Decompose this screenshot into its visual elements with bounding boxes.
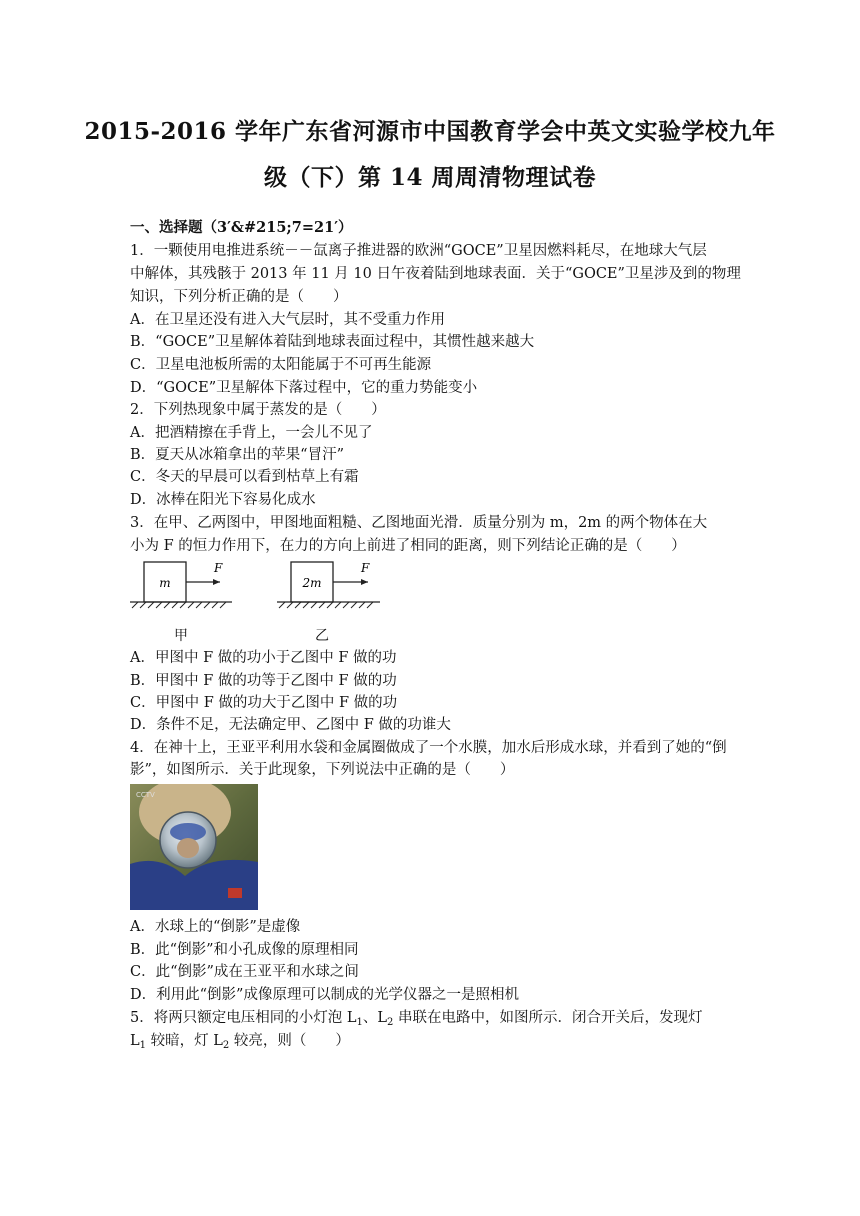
q4-stem-1: 4．在神十上，王亚平利用水袋和金属圈做成了一个水膜，加水后形成水球，并看到了她的“倒: [130, 740, 727, 756]
paper-title-line1: 2015-2016 学年广东省河源市中国教育学会中英文实验学校九年: [84, 118, 776, 145]
q1-option-d: D．“GOCE”卫星解体下落过程中，它的重力势能变小: [130, 380, 478, 396]
svg-text:CCTV: CCTV: [136, 791, 155, 799]
q1-stem-1: 1．一颗使用电推进系统－－氙离子推进器的欧洲“GOCE”卫星因燃料耗尽，在地球大气层: [130, 243, 707, 259]
q5-stem-2: $L_1$ 较暗，灯 $L_2$ 较亮，则（ ）: [130, 1033, 350, 1051]
q1-option-c: C．卫星电池板所需的太阳能属于不可再生能源: [130, 357, 432, 373]
q4-option-a: A．水球上的“倒影”是虚像: [130, 919, 301, 935]
q2-stem: 2．下列热现象中属于蒸发的是（ ）: [130, 402, 386, 418]
q3-force-diagram: [128, 560, 388, 620]
q3-option-d: D．条件不足，无法确定甲、乙图中 F 做的功谁大: [130, 717, 451, 733]
q4-option-b: B．此“倒影”和小孔成像的原理相同: [130, 942, 359, 958]
q3-option-a: A．甲图中 F 做的功小于乙图中 F 做的功: [130, 650, 397, 666]
flag-patch: [228, 888, 242, 898]
section-heading: 一、选择题（3′&#215;7=21′）: [130, 219, 353, 236]
force-label-jia: F: [214, 561, 223, 575]
force-label-yi: F: [361, 561, 370, 575]
paper-title-line2: 级（下）第 14 周周清物理试卷: [263, 164, 597, 191]
mass-label-jia: m: [159, 576, 171, 590]
q3-stem-2: 小为 F 的恒力作用下，在力的方向上前进了相同的距离，则下列结论正确的是（ ）: [130, 538, 686, 554]
q3-stem-1: 3．在甲、乙两图中，甲图地面粗糙、乙图地面光滑．质量分别为 m，2m 的两个物体在大: [130, 515, 708, 531]
figure-label-jia: 甲: [174, 628, 188, 644]
q5-stem-1: 5．将两只额定电压相同的小灯泡 $L_1$、$L_2$ 串联在电路中，如图所示．闭合开关后，发现灯: [130, 1010, 703, 1028]
q3-option-c: C．甲图中 F 做的功大于乙图中 F 做的功: [130, 695, 398, 711]
q2-option-d: D．冰棒在阳光下容易化成水: [130, 492, 316, 508]
q1-stem-3: 知识，下列分析正确的是（ ）: [130, 289, 348, 305]
q3-option-b: B．甲图中 F 做的功等于乙图中 F 做的功: [130, 673, 397, 689]
q1-stem-2: 中解体，其残骸于 2013 年 11 月 10 日午夜着陆到地球表面．关于“GOCE”卫星涉及到的物理: [130, 266, 741, 282]
q4-option-c: C．此“倒影”成在王亚平和水球之间: [130, 964, 359, 980]
water-ball-photo: [130, 784, 258, 910]
q2-option-b: B．夏天从冰箱拿出的苹果“冒汗”: [130, 447, 344, 463]
figure-label-yi: 乙: [315, 628, 329, 644]
mass-label-yi: 2m: [302, 576, 322, 590]
q2-option-c: C．冬天的早晨可以看到枯草上有霜: [130, 469, 359, 485]
q2-option-a: A．把酒精擦在手背上，一会儿不见了: [130, 425, 373, 441]
q4-option-d: D．利用此“倒影”成像原理可以制成的光学仪器之一是照相机: [130, 987, 519, 1003]
q1-option-a: A．在卫星还没有进入大气层时，其不受重力作用: [130, 312, 445, 328]
q4-stem-2: 影”，如图所示．关于此现象，下列说法中正确的是（ ）: [130, 762, 515, 778]
q1-option-b: B．“GOCE”卫星解体着陆到地球表面过程中，其惯性越来越大: [130, 334, 535, 350]
